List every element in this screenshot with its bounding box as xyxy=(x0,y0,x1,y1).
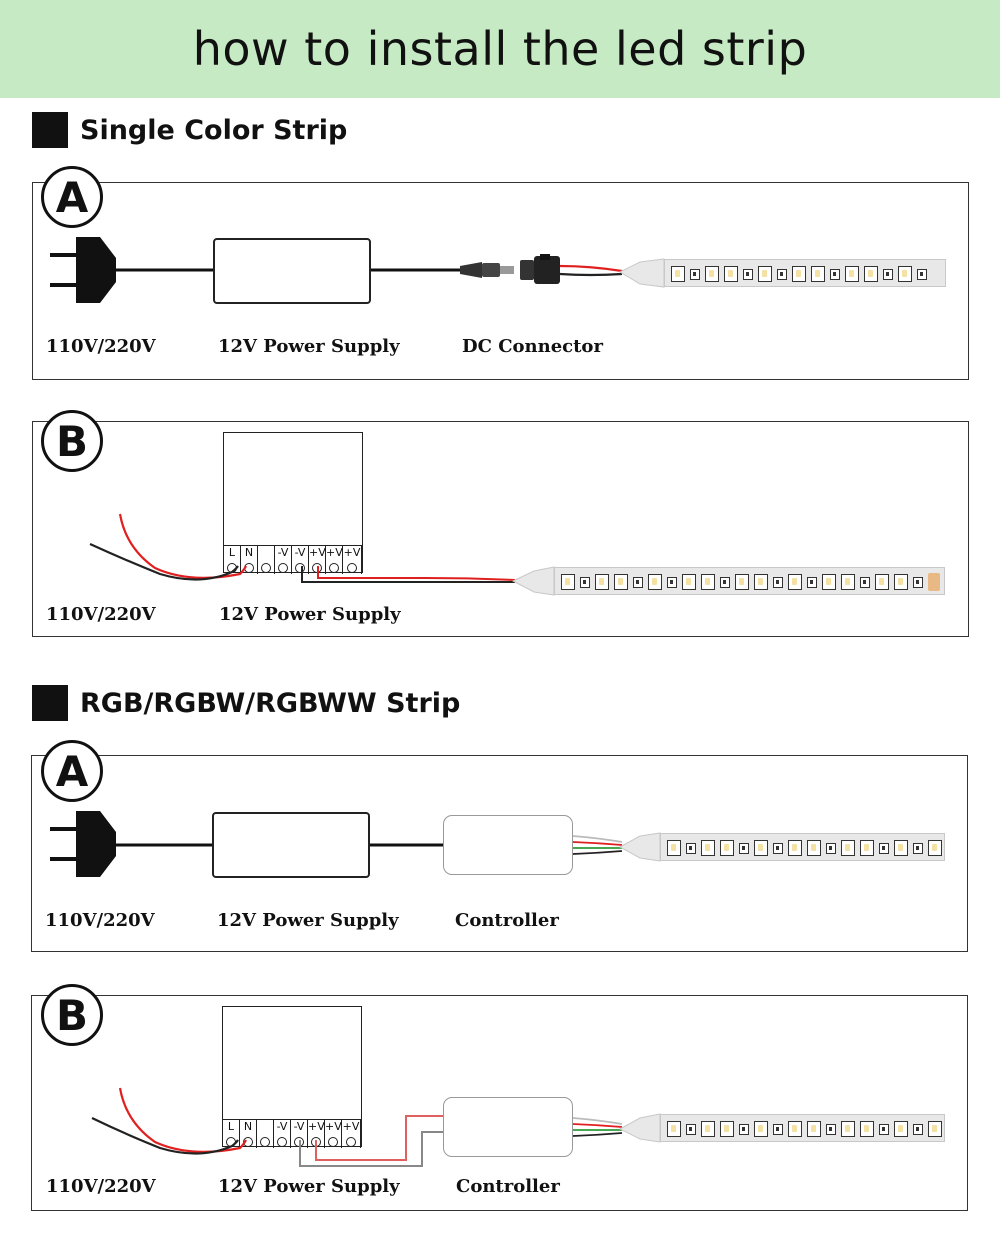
led-chip-icon xyxy=(807,1121,821,1137)
label-mains-voltage: 110V/220V xyxy=(46,1176,156,1197)
title-banner xyxy=(0,0,1000,98)
led-chip-icon xyxy=(720,840,734,856)
terminal-label: +V xyxy=(326,546,343,559)
terminal-slot xyxy=(223,1120,240,1148)
terminal-slot xyxy=(224,546,241,574)
led-chip-icon xyxy=(875,574,889,590)
led-chip-icon xyxy=(595,574,609,590)
terminal-screw-icon xyxy=(243,1137,253,1147)
terminal-label: +V xyxy=(308,1120,325,1133)
led-chip-icon xyxy=(720,1121,734,1137)
resistor-icon xyxy=(807,577,817,588)
terminal-screw-icon xyxy=(261,563,271,573)
led-chip-icon xyxy=(754,840,768,856)
led-chip-icon xyxy=(811,266,825,282)
terminal-screw-icon xyxy=(311,1137,321,1147)
terminal-label: -V xyxy=(294,546,306,559)
label-controller: Controller xyxy=(455,910,559,931)
resistor-icon xyxy=(879,843,889,854)
terminal-slot xyxy=(292,546,309,574)
label-power-supply: 12V Power Supply xyxy=(217,910,399,931)
led-chip-icon xyxy=(898,266,912,282)
led-chip-icon xyxy=(894,1121,908,1137)
resistor-icon xyxy=(773,843,783,854)
led-chip-icon xyxy=(822,574,836,590)
label-mains-voltage: 110V/220V xyxy=(46,336,156,357)
led-chip-icon xyxy=(705,266,719,282)
led-strip-icon xyxy=(554,567,945,595)
label-mains-voltage: 110V/220V xyxy=(46,604,156,625)
label-dc-connector: DC Connector xyxy=(462,336,603,357)
led-chip-icon xyxy=(724,266,738,282)
led-chip-icon xyxy=(667,840,681,856)
led-chip-icon xyxy=(701,840,715,856)
panel-letter-badge: B xyxy=(41,410,103,472)
led-chip-icon xyxy=(758,266,772,282)
resistor-icon xyxy=(860,577,870,588)
led-strip-icon xyxy=(660,1114,945,1142)
controller-box xyxy=(443,1097,573,1157)
terminal-screw-icon xyxy=(260,1137,270,1147)
led-chip-icon xyxy=(928,1121,942,1137)
led-chip-icon xyxy=(894,574,908,590)
terminal-screw-icon xyxy=(329,563,339,573)
led-chip-icon xyxy=(735,574,749,590)
resistor-icon xyxy=(739,843,749,854)
solder-pad-icon xyxy=(928,573,940,591)
led-chip-icon xyxy=(561,574,575,590)
resistor-icon xyxy=(633,577,643,588)
power-supply-box xyxy=(212,812,370,878)
resistor-icon xyxy=(913,843,923,854)
led-chip-icon xyxy=(667,1121,681,1137)
led-chip-icon xyxy=(788,840,802,856)
led-chip-icon xyxy=(671,266,685,282)
panel-single-color-b xyxy=(32,421,969,637)
led-chip-icon xyxy=(614,574,628,590)
terminal-slot xyxy=(342,1120,361,1148)
led-chip-icon xyxy=(841,840,855,856)
terminal-slot xyxy=(257,1120,274,1148)
terminal-screw-icon xyxy=(294,1137,304,1147)
terminal-label: -V xyxy=(276,1120,288,1133)
terminal-label: L xyxy=(228,546,236,559)
terminal-slot xyxy=(258,546,275,574)
led-chip-icon xyxy=(845,266,859,282)
resistor-icon xyxy=(913,577,923,588)
panel-letter-badge: B xyxy=(41,984,103,1046)
section-title: RGB/RGBW/RGBWW Strip xyxy=(80,687,461,719)
led-chip-icon xyxy=(682,574,696,590)
terminal-screw-icon xyxy=(295,563,305,573)
terminal-slot xyxy=(308,1120,325,1148)
controller-box xyxy=(443,815,573,875)
resistor-icon xyxy=(826,1124,836,1135)
terminal-block xyxy=(224,545,362,574)
terminal-slot xyxy=(240,1120,257,1148)
led-chip-icon xyxy=(860,1121,874,1137)
resistor-icon xyxy=(917,269,927,280)
led-chip-icon xyxy=(841,1121,855,1137)
terminal-label: +V xyxy=(325,1120,342,1133)
section-heading-single-color xyxy=(32,112,347,148)
led-strip-icon xyxy=(664,259,946,287)
led-chip-icon xyxy=(841,574,855,590)
terminal-screw-icon xyxy=(227,563,237,573)
terminal-block xyxy=(223,1119,361,1148)
terminal-screw-icon xyxy=(244,563,254,573)
terminal-slot xyxy=(325,1120,342,1148)
terminal-label: +V xyxy=(309,546,326,559)
label-power-supply: 12V Power Supply xyxy=(219,604,401,625)
terminal-screw-icon xyxy=(278,563,288,573)
panel-letter-badge: A xyxy=(41,166,103,228)
section-marker-icon xyxy=(32,112,68,148)
terminal-label: L xyxy=(227,1120,235,1133)
led-chip-icon xyxy=(860,840,874,856)
resistor-icon xyxy=(913,1124,923,1135)
resistor-icon xyxy=(743,269,753,280)
resistor-icon xyxy=(720,577,730,588)
terminal-slot xyxy=(275,546,292,574)
resistor-icon xyxy=(883,269,893,280)
section-heading-rgb xyxy=(32,685,460,721)
led-chip-icon xyxy=(701,574,715,590)
terminal-slot xyxy=(291,1120,308,1148)
terminal-label: N xyxy=(244,546,254,559)
terminal-slot xyxy=(274,1120,291,1148)
terminal-screw-icon xyxy=(312,563,322,573)
resistor-icon xyxy=(879,1124,889,1135)
terminal-slot xyxy=(326,546,343,574)
led-chip-icon xyxy=(788,1121,802,1137)
resistor-icon xyxy=(830,269,840,280)
resistor-icon xyxy=(690,269,700,280)
terminal-slot xyxy=(241,546,258,574)
led-strip-icon xyxy=(660,833,945,861)
led-chip-icon xyxy=(648,574,662,590)
led-chip-icon xyxy=(864,266,878,282)
resistor-icon xyxy=(580,577,590,588)
terminal-screw-icon xyxy=(277,1137,287,1147)
label-power-supply: 12V Power Supply xyxy=(218,336,400,357)
resistor-icon xyxy=(739,1124,749,1135)
led-chip-icon xyxy=(928,840,942,856)
terminal-screw-icon xyxy=(347,563,357,573)
led-chip-icon xyxy=(754,574,768,590)
terminal-label: -V xyxy=(293,1120,305,1133)
terminal-label: N xyxy=(243,1120,253,1133)
page-title: how to install the led strip xyxy=(192,22,808,76)
resistor-icon xyxy=(667,577,677,588)
led-chip-icon xyxy=(788,574,802,590)
power-supply-box xyxy=(213,238,371,304)
section-marker-icon xyxy=(32,685,68,721)
label-controller: Controller xyxy=(456,1176,560,1197)
terminal-label: -V xyxy=(277,546,289,559)
terminal-screw-icon xyxy=(226,1137,236,1147)
resistor-icon xyxy=(773,1124,783,1135)
led-chip-icon xyxy=(754,1121,768,1137)
resistor-icon xyxy=(686,843,696,854)
label-mains-voltage: 110V/220V xyxy=(45,910,155,931)
section-title: Single Color Strip xyxy=(80,114,348,146)
label-power-supply: 12V Power Supply xyxy=(218,1176,400,1197)
resistor-icon xyxy=(777,269,787,280)
terminal-label: +V xyxy=(342,1120,360,1133)
resistor-icon xyxy=(826,843,836,854)
terminal-screw-icon xyxy=(328,1137,338,1147)
terminal-label: +V xyxy=(343,546,361,559)
resistor-icon xyxy=(686,1124,696,1135)
terminal-slot xyxy=(343,546,362,574)
led-chip-icon xyxy=(701,1121,715,1137)
resistor-icon xyxy=(773,577,783,588)
terminal-screw-icon xyxy=(346,1137,356,1147)
led-chip-icon xyxy=(807,840,821,856)
led-chip-icon xyxy=(894,840,908,856)
terminal-slot xyxy=(309,546,326,574)
led-chip-icon xyxy=(792,266,806,282)
panel-letter-badge: A xyxy=(41,740,103,802)
